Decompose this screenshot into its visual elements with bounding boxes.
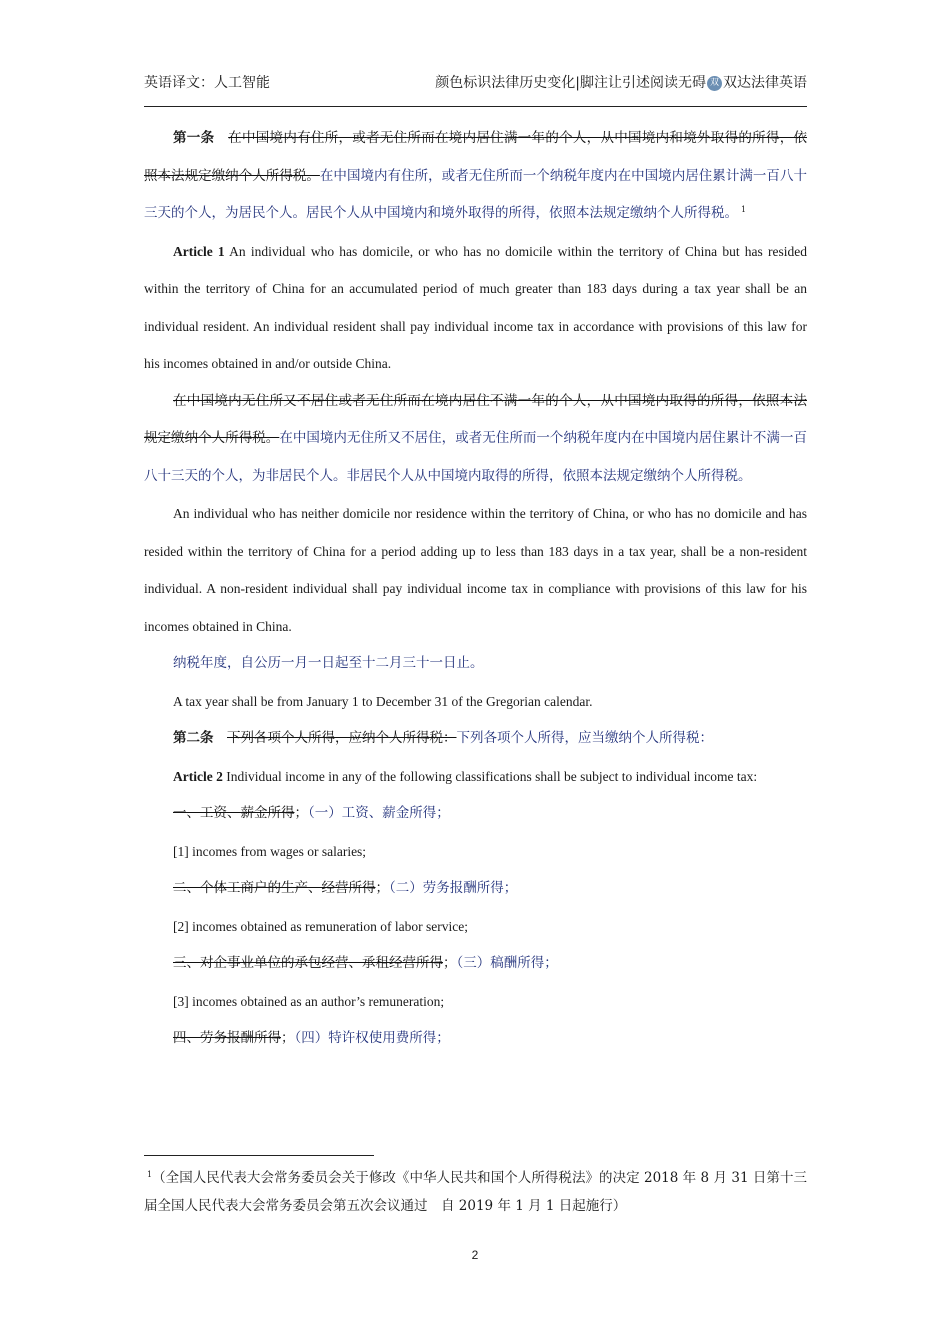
article-2-en (144, 758, 807, 796)
item-1-zh (144, 795, 807, 833)
document-body (144, 120, 807, 1058)
deleted-text: 在中国境内有住所，或者无住所而在境内居住满一年的个人，从中国境内和境外取得的所得，依照本法规定缴纳个人所得税。 (144, 130, 808, 184)
added-text: （一）工资、薪金所得； (308, 805, 450, 821)
added-text: （二）劳务报酬所得； (389, 880, 518, 896)
deleted-text: 四、劳务报酬所得 (173, 1030, 281, 1046)
separator: ； (281, 1030, 295, 1046)
separator: ； (375, 880, 389, 896)
article-1-para-2-en: An individual who has neither domicile nor residence within the territory of China, or who has no domicile and has resided within the territory of China for a period adding up to less than 183 days in a tax year, shall be a non-resident individual. A non-resident individual shall pay individual income tax in compliance with provisions of this law for his incomes obtained in China. (144, 506, 807, 634)
page-header (144, 72, 807, 94)
article-2-en-text: Individual income in any of the following classifications shall be subject to individual income tax: (226, 768, 758, 784)
item-3-en: [3] incomes obtained as an author’s remuneration; (173, 993, 445, 1009)
footnote-text (144, 1164, 807, 1220)
item-4-zh (144, 1020, 807, 1058)
article-1-en-label: Article 1 (173, 243, 225, 259)
item-1-en: [1] incomes from wages or salaries; (173, 843, 367, 859)
article-2-zh (144, 720, 807, 758)
header-left-title: 英语译文：人工智能 (144, 75, 270, 91)
footnote-body: （全国人民代表大会常务委员会关于修改《中华人民共和国个人所得税法》的决定 2018 年 8 月 31 日第十三届全国人民代表大会常务委员会第五次会议通过 自 2019 年 1 月 1 日起施行） (144, 1170, 807, 1214)
article-1-para-2-zh (144, 383, 807, 496)
item-2-zh (144, 870, 807, 908)
added-text: 在中国境内有住所，或者无住所而一个纳税年度内在中国境内居住累计满一百八十三天的个人，为居民个人。居民个人从中国境内和境外取得的所得，依照本法规定缴纳个人所得税。 (144, 167, 807, 221)
item-2-en: [2] incomes obtained as remuneration of labor service; (173, 918, 469, 934)
tax-year-en: A tax year shall be from January 1 to December 31 of the Gregorian calendar. (173, 693, 593, 709)
deleted-text: 三、对企事业单位的承包经营、承租经营所得 (173, 955, 443, 971)
header-brand: 双达法律英语 (723, 75, 807, 91)
item-3-zh (144, 945, 807, 983)
footnote-divider (144, 1155, 374, 1156)
article-1-label: 第一条 (173, 130, 215, 146)
footnote (144, 1164, 807, 1220)
tax-year-zh: 纳税年度，自公历一月一日起至十二月三十一日止。 (173, 655, 484, 671)
footnote-ref[interactable]: 1 (741, 204, 747, 214)
deleted-text: 下列各项个人所得，应纳个人所得税： (227, 730, 457, 746)
header-tagline: 颜色标识法律历史变化|脚注让引述阅读无碍 (435, 75, 706, 91)
page-number: 2 (471, 1248, 479, 1262)
article-2-en-label: Article 2 (173, 768, 223, 784)
added-text: （三）稿酬所得； (456, 955, 558, 971)
article-1-en (144, 233, 807, 383)
article-2-label: 第二条 (173, 730, 214, 746)
article-1-en-text: An individual who has domicile, or who has no domicile within the territory of China but has resided within the territory of China for an accumulated period of much greater than 183 days during a tax year shall be an individual resident. An individual resident shall pay individual income tax in accordance with provisions of this law for his incomes obtained in and/or outside China. (144, 243, 807, 371)
header-divider (144, 106, 807, 107)
footnote-number: 1 (147, 1169, 153, 1179)
separator: ； (294, 805, 308, 821)
deleted-text: 一、工资、薪金所得 (173, 805, 295, 821)
header-right-title (435, 72, 807, 92)
added-text: 在中国境内无住所又不居住，或者无住所而一个纳税年度内在中国境内居住累计不满一百八十三天的个人，为非居民个人。非居民个人从中国境内取得的所得，依照本法规定缴纳个人所得税。 (144, 430, 807, 484)
added-text: （四）特许权使用费所得； (294, 1030, 450, 1046)
deleted-text: 二、个体工商户的生产、经营所得 (173, 880, 376, 896)
separator: ； (443, 955, 457, 971)
article-1-zh (144, 120, 807, 233)
brand-logo-icon: 双 (707, 76, 722, 91)
added-text: 下列各项个人所得，应当缴纳个人所得税： (456, 730, 713, 746)
deleted-text: 在中国境内无住所又不居住或者无住所而在境内居住不满一年的个人，从中国境内取得的所得，依照本法规定缴纳个人所得税。 (144, 392, 807, 446)
